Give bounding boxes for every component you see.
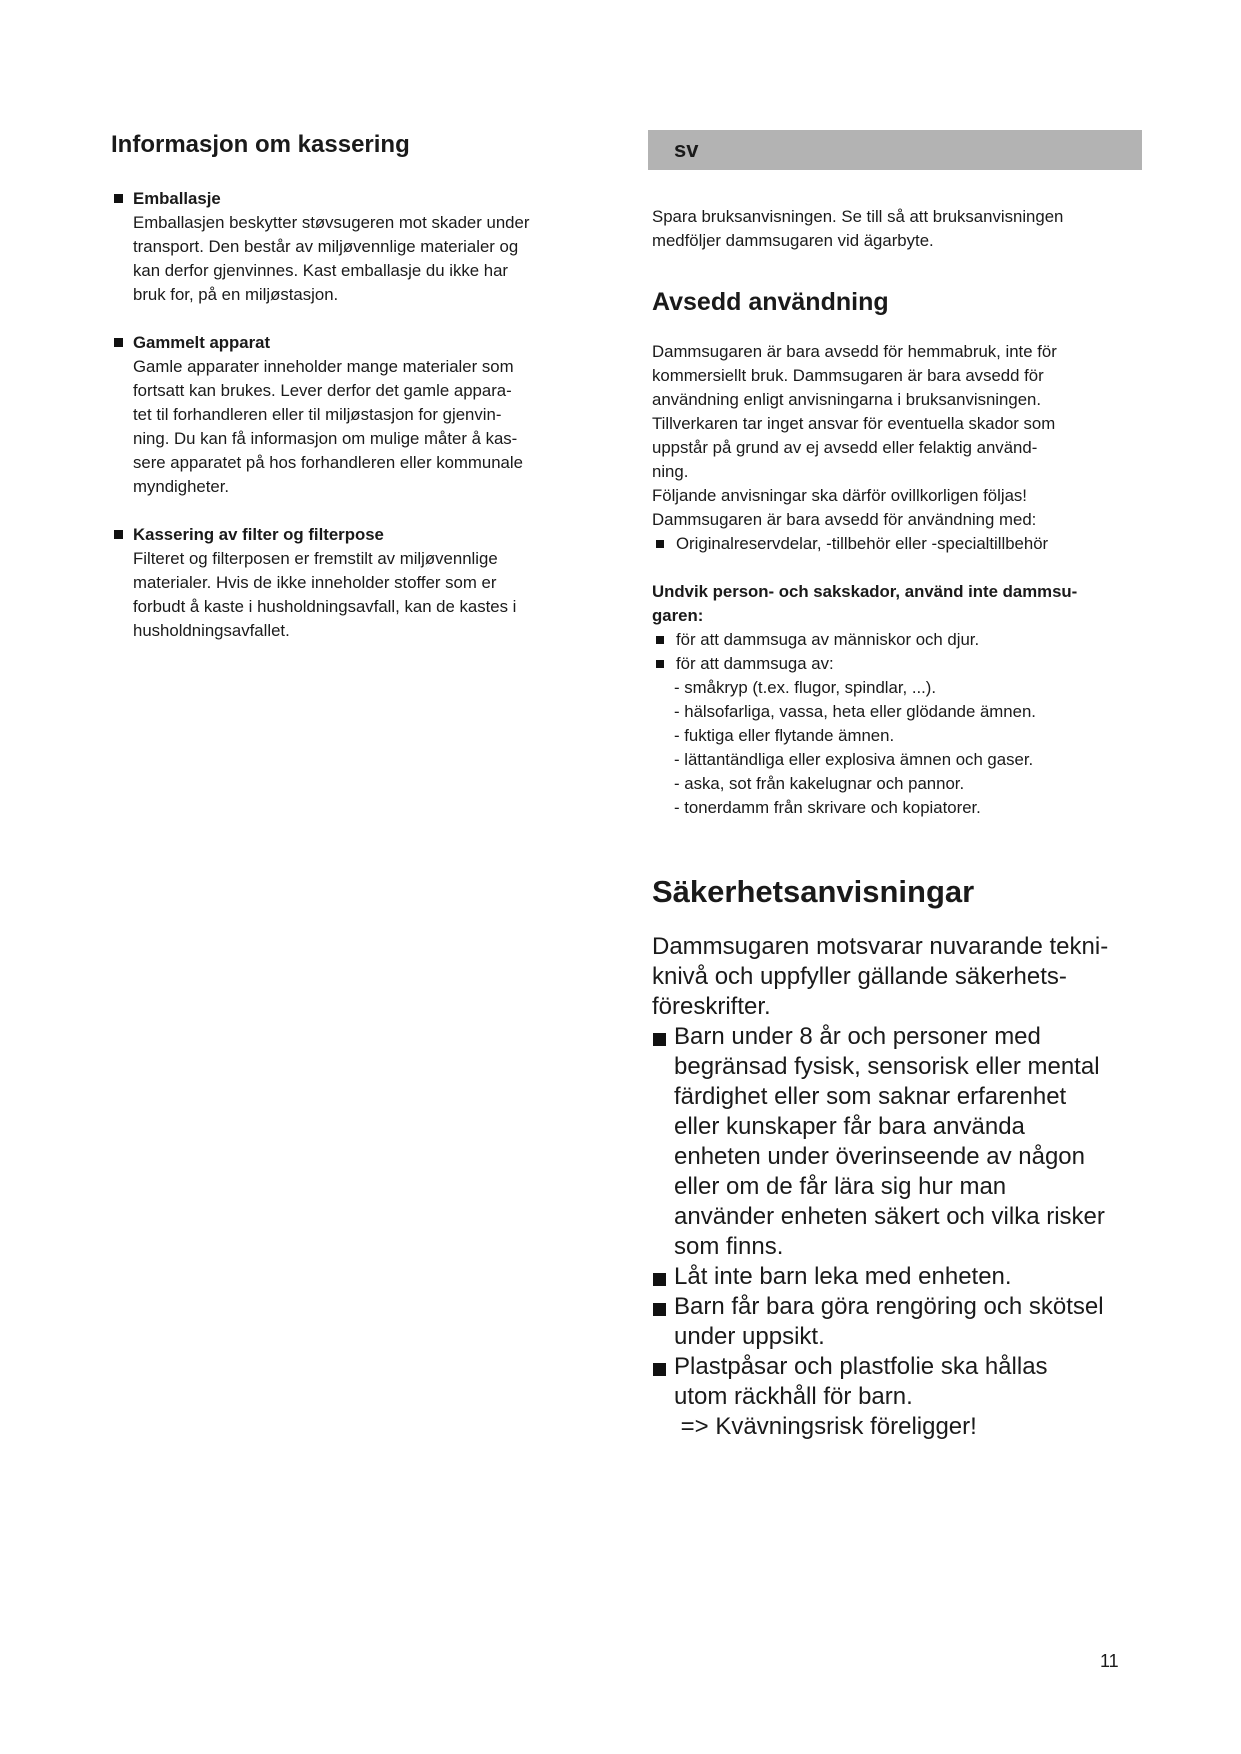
text-line: Dammsugaren är bara avsedd för användning med: xyxy=(652,510,1037,529)
text-line: ning. xyxy=(652,462,689,481)
text-line: eller om de får lära sig hur man xyxy=(674,1173,1007,1200)
text-line: bruk for, på en miljøstasjon. xyxy=(133,285,339,304)
dash-item: - hälsofarliga, vassa, heta eller glödande ämnen. xyxy=(674,702,1036,721)
list-item xyxy=(652,628,1142,652)
text-line: Barn under 8 år och personer med xyxy=(674,1023,1041,1050)
text-line: materialer. Hvis de ikke inneholder stoffer som er xyxy=(133,573,497,592)
warning-line: => Kvävningsrisk föreligger! xyxy=(674,1413,977,1440)
text-line: Tillverkaren tar inget ansvar för eventuella skador som xyxy=(652,414,1056,433)
list-item xyxy=(652,1292,1142,1352)
section-title: Kassering av filter og filterpose xyxy=(133,525,384,544)
bullet-square-icon xyxy=(656,660,664,668)
list-item-text: Originalreservdelar, -tillbehör eller -specialtillbehör xyxy=(676,534,1049,553)
list-item xyxy=(652,1022,1142,1262)
bullet-square-icon xyxy=(114,194,123,203)
usage-text xyxy=(652,340,1142,556)
avoid-dash-list xyxy=(652,676,1142,820)
text-line: kommersiellt bruk. Dammsugaren är bara avsedd för xyxy=(652,366,1044,385)
safety-heading: Säkerhetsanvisningar xyxy=(652,874,975,909)
left-column xyxy=(111,128,601,643)
avoid-heading-line: garen: xyxy=(652,606,704,625)
text-line: begränsad fysisk, sensorisk eller mental xyxy=(674,1053,1100,1080)
bullet-square-icon xyxy=(653,1273,666,1286)
dash-item: - aska, sot från kakelugnar och pannor. xyxy=(674,774,965,793)
safety-bullet-list xyxy=(652,1022,1142,1442)
safety-intro-line: Dammsugaren motsvarar nuvarande tekni- xyxy=(652,933,1109,960)
bullet-square-icon xyxy=(114,338,123,347)
section-old-appliance xyxy=(111,331,601,499)
list-item xyxy=(652,1262,1142,1292)
text-line: som finns. xyxy=(674,1233,784,1260)
text-line: utom räckhåll för barn. xyxy=(674,1383,913,1410)
dash-item: - fuktiga eller flytande ämnen. xyxy=(674,726,895,745)
text-line: kan derfor gjenvinnes. Kast emballasje du ikke har xyxy=(133,261,508,280)
text-line: Låt inte barn leka med enheten. xyxy=(674,1263,1012,1290)
intro-line: medföljer dammsugaren vid ägarbyte. xyxy=(652,231,934,250)
avoid-heading-line: Undvik person- och sakskador, använd inte dammsu- xyxy=(652,582,1078,601)
bullet-square-icon xyxy=(653,1303,666,1316)
dash-item: - tonerdamm från skrivare och kopiatorer. xyxy=(674,798,981,817)
list-item-text: för att dammsuga av människor och djur. xyxy=(676,630,980,649)
text-line: under uppsikt. xyxy=(674,1323,825,1350)
text-line: Emballasjen beskytter støvsugeren mot skader under xyxy=(133,213,530,232)
section-title: Emballasje xyxy=(133,189,221,208)
disposal-heading: Informasjon om kassering xyxy=(111,131,410,158)
page-number: 11 xyxy=(1100,1651,1119,1671)
safety-intro-line: föreskrifter. xyxy=(652,993,771,1020)
text-line: myndigheter. xyxy=(133,477,230,496)
section-filter-disposal xyxy=(111,523,601,643)
intro-line: Spara bruksanvisningen. Se till så att bruksanvisningen xyxy=(652,207,1064,226)
list-item xyxy=(652,532,1142,556)
safety-section xyxy=(652,932,1142,1442)
list-item-text: för att dammsuga av: xyxy=(676,654,834,673)
language-tag-bar: sv xyxy=(648,130,1142,170)
avoid-section xyxy=(652,580,1142,820)
text-line: färdighet eller som saknar erfarenhet xyxy=(674,1083,1067,1110)
text-line: eller kunskaper får bara använda xyxy=(674,1113,1025,1140)
usage-heading: Avsedd användning xyxy=(652,288,889,316)
text-line: transport. Den består av miljøvennlige materialer og xyxy=(133,237,519,256)
section-packaging xyxy=(111,187,601,307)
list-item xyxy=(652,652,1142,676)
safety-intro-line: knivå och uppfyller gällande säkerhets- xyxy=(652,963,1067,990)
list-item xyxy=(652,1352,1142,1442)
avoid-bullet-list xyxy=(652,628,1142,676)
text-line: användning enligt anvisningarna i bruksanvisningen. xyxy=(652,390,1042,409)
bullet-square-icon xyxy=(114,530,123,539)
right-column xyxy=(652,205,1142,1442)
text-line: ning. Du kan få informasjon om mulige måter å kas- xyxy=(133,429,518,448)
usage-bullet-list xyxy=(652,532,1142,556)
text-line: enheten under överinseende av någon xyxy=(674,1143,1085,1170)
text-line: uppstår på grund av ej avsedd eller felaktig använd- xyxy=(652,438,1038,457)
bullet-square-icon xyxy=(653,1363,666,1376)
bullet-square-icon xyxy=(653,1033,666,1046)
text-line: Barn får bara göra rengöring och skötsel xyxy=(674,1293,1104,1320)
text-line: Plastpåsar och plastfolie ska hållas xyxy=(674,1353,1048,1380)
text-line: Filteret og filterposen er fremstilt av miljøvennlige xyxy=(133,549,498,568)
dash-item: - småkryp (t.ex. flugor, spindlar, ...). xyxy=(674,678,937,697)
text-line: Gamle apparater inneholder mange materialer som xyxy=(133,357,514,376)
text-line: forbudt å kaste i husholdningsavfall, kan de kastes i xyxy=(133,597,517,616)
text-line: Följande anvisningar ska därför ovillkorligen följas! xyxy=(652,486,1027,505)
section-title: Gammelt apparat xyxy=(133,333,271,352)
text-line: sere apparatet på hos forhandleren eller kommunale xyxy=(133,453,523,472)
bullet-square-icon xyxy=(656,636,664,644)
bullet-square-icon xyxy=(656,540,664,548)
text-line: fortsatt kan brukes. Lever derfor det gamle appara- xyxy=(133,381,512,400)
text-line: tet til forhandleren eller til miljøstasjon for gjenvin- xyxy=(133,405,502,424)
text-line: Dammsugaren är bara avsedd för hemmabruk, inte för xyxy=(652,342,1057,361)
dash-item: - lättantändliga eller explosiva ämnen och gaser. xyxy=(674,750,1034,769)
text-line: husholdningsavfallet. xyxy=(133,621,290,640)
text-line: använder enheten säkert och vilka risker xyxy=(674,1203,1105,1230)
